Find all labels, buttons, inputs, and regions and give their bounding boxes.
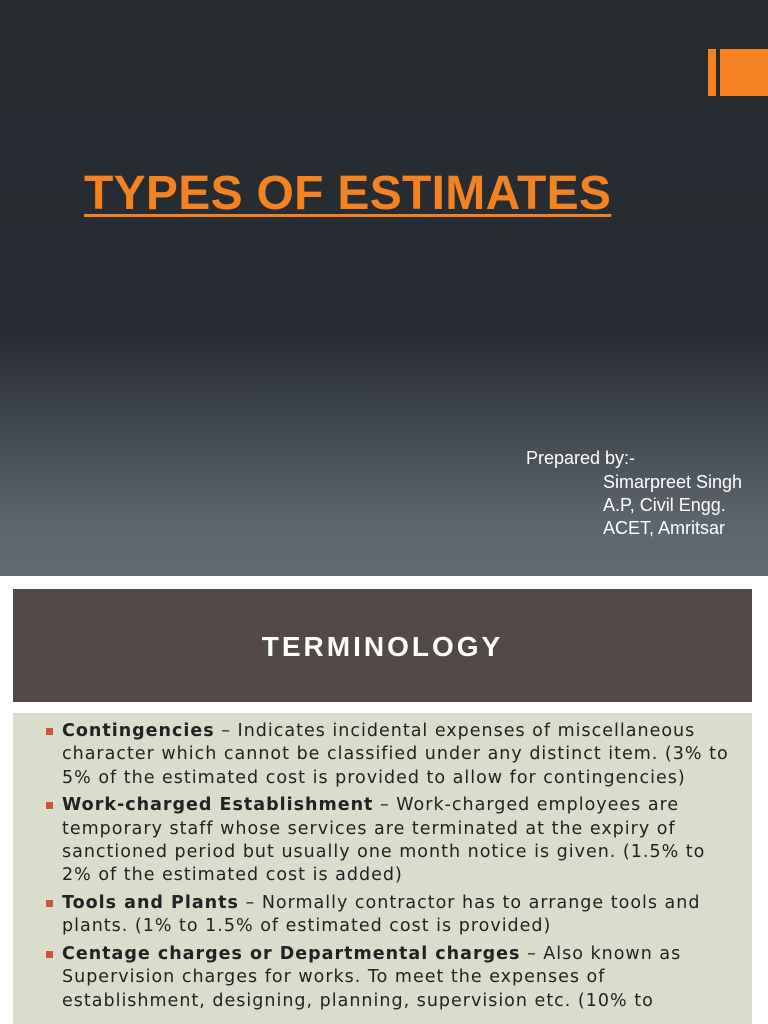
term-description: – Normally contractor has to arrange tools and plants. (1% to 1.5% of estimated cost is provided): [62, 893, 701, 937]
slide-heading: TERMINOLOGY: [261, 631, 504, 662]
bullet-square-icon: [46, 900, 53, 907]
list-item: [30, 943, 730, 1013]
term-name: Centage charges or Departmental charges: [62, 944, 521, 965]
term-description: – Indicates incidental expenses of miscellaneous character which cannot be classified under any distinct item. (3% to 5% of the estimated cost is provided to allow for contingencies): [62, 721, 729, 788]
slide-title: TYPES OF ESTIMATES: [84, 167, 612, 220]
slide-header: [13, 589, 752, 702]
term-description: – Work-charged employees are temporary staff whose services are terminated at the expiry of sanctioned period but usually one month notice is given. (1.5% to 2% of the estimated cost is added): [62, 795, 706, 886]
author-name: Simarpreet Singh: [603, 472, 743, 492]
author-designation: A.P, Civil Engg.: [603, 495, 726, 515]
accent-bar-thick: [720, 49, 768, 96]
term-name: Tools and Plants: [62, 893, 239, 914]
author-institution: ACET, Amritsar: [603, 518, 726, 538]
accent-bar-thin: [708, 49, 716, 96]
term-name: Contingencies: [62, 721, 215, 741]
list-item: [30, 892, 730, 939]
bullet-square-icon: [46, 728, 53, 735]
term-name: Work-charged Establishment: [62, 795, 374, 816]
list-item: [30, 794, 730, 887]
bullet-square-icon: [46, 951, 53, 958]
bullet-square-icon: [46, 802, 53, 809]
list-item: [30, 720, 730, 790]
prepared-by-label: Prepared by:-: [526, 448, 636, 468]
terminology-list: [30, 720, 730, 1018]
term-description: – Also known as Supervision charges for works. To meet the expenses of establishment, designing, planning, supervision etc. (10% to: [62, 944, 682, 1011]
terminology-slide: [0, 576, 768, 1024]
